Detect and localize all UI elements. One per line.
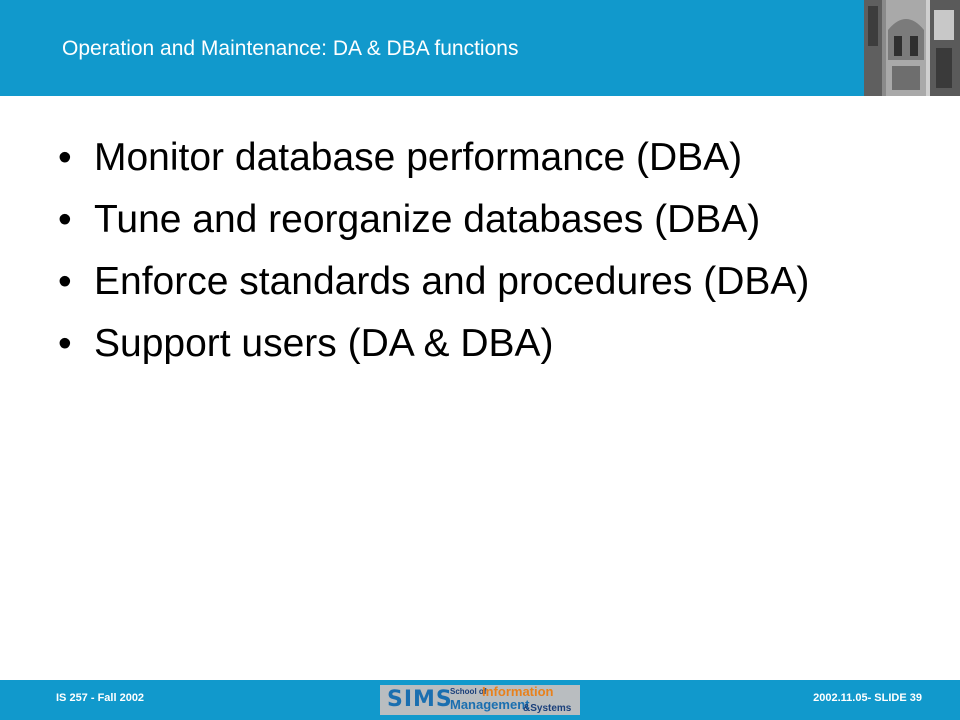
slide-footer bbox=[0, 680, 960, 720]
building-photo-graphic bbox=[864, 0, 960, 96]
logo-sims-text: SIMS bbox=[387, 687, 453, 712]
building-photo bbox=[864, 0, 960, 96]
logo-school-of-text: School of bbox=[450, 687, 487, 696]
bullet-list bbox=[58, 135, 809, 383]
bullet-text: Monitor database performance (DBA) bbox=[94, 136, 743, 179]
bullet-item bbox=[58, 197, 809, 243]
bullet-symbol: • bbox=[58, 322, 72, 365]
bullet-symbol: • bbox=[58, 136, 72, 179]
bullet-item bbox=[58, 135, 809, 181]
slide-title: Operation and Maintenance: DA & DBA functions bbox=[62, 37, 519, 60]
logo-information-text: Information bbox=[482, 685, 554, 699]
bullet-symbol: • bbox=[58, 198, 72, 241]
bullet-text: Enforce standards and procedures (DBA) bbox=[94, 260, 810, 303]
bullet-text: Support users (DA & DBA) bbox=[94, 322, 554, 365]
bullet-text: Tune and reorganize databases (DBA) bbox=[94, 198, 761, 241]
sims-logo bbox=[380, 685, 580, 715]
slide-header bbox=[0, 0, 960, 96]
slide-number-label: 2002.11.05- SLIDE 39 bbox=[813, 692, 922, 704]
bullet-item bbox=[58, 259, 809, 305]
course-label: IS 257 - Fall 2002 bbox=[56, 692, 145, 704]
bullet-symbol: • bbox=[58, 260, 72, 303]
logo-systems-text: &Systems bbox=[523, 703, 572, 714]
logo-management-text: Management bbox=[450, 697, 530, 712]
bullet-item bbox=[58, 321, 809, 367]
